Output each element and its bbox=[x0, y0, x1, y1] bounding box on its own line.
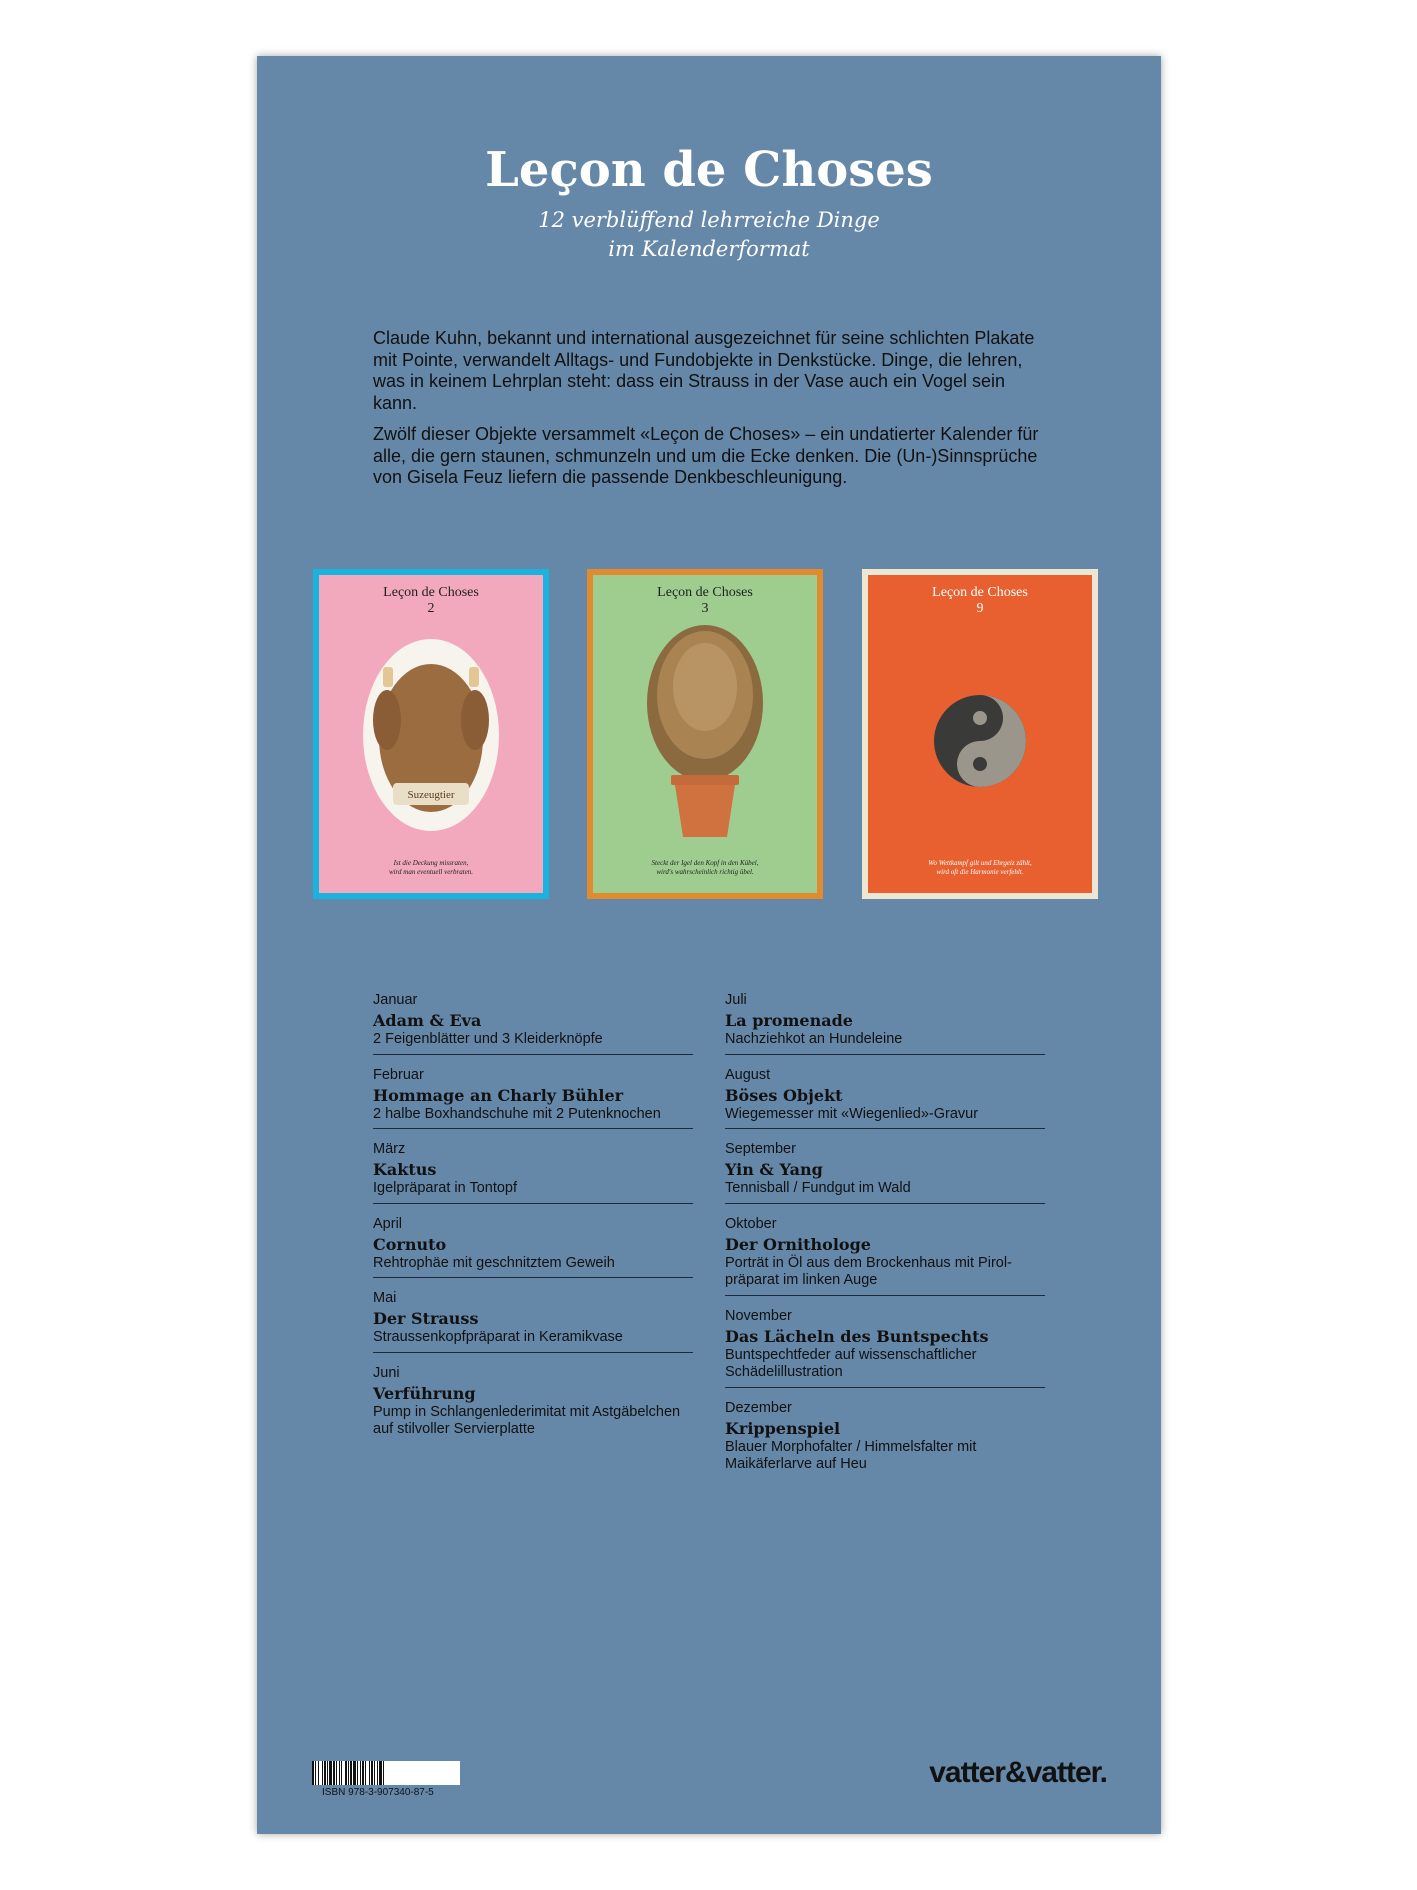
month-entry bbox=[373, 992, 693, 1055]
quote-line-2: wird man eventuell verbraten. bbox=[388, 868, 474, 876]
isbn-text: ISBN 978-3-907340-87-5 bbox=[322, 1787, 434, 1798]
intro-paragraph-2: Zwölf dieser Objekte versammelt «Leçon de Choses» – ein undatierter Kalender für alle, die gern staunen, schmunzeln und um die Ecke denken. Die (Un-)Sinnsprüche von Gisela Feuz liefern die passende Denkbeschleunigung. bbox=[373, 424, 1039, 487]
object-title: Yin & Yang bbox=[725, 1160, 823, 1179]
card-number: 3 bbox=[701, 601, 709, 616]
quote-line-2: wird's wahrscheinlich richtig übel. bbox=[656, 868, 754, 876]
roast-chicken-image bbox=[319, 575, 543, 893]
quote-line-1: Wo Wettkampf gilt und Ehrgeiz zählt, bbox=[928, 859, 1032, 867]
month-list-right bbox=[725, 992, 1045, 1491]
object-title: Hommage an Charly Bühler bbox=[373, 1085, 624, 1105]
object-description: Rehtrophäe mit geschnitztem Geweih bbox=[373, 1254, 615, 1271]
intro-text bbox=[373, 328, 1053, 499]
month-name: November bbox=[725, 1307, 792, 1324]
object-description: Nachziehkot an Hundeleine bbox=[725, 1031, 903, 1047]
card-title-text: Leçon de Choses bbox=[383, 585, 479, 600]
month-entry bbox=[725, 992, 1045, 1055]
cover-title: Leçon de Choses bbox=[485, 142, 933, 198]
object-title: Verführung bbox=[373, 1383, 476, 1403]
month-entry bbox=[373, 1290, 693, 1353]
month-name: Oktober bbox=[725, 1215, 777, 1232]
object-description: 2 halbe Boxhandschuhe mit 2 Putenknochen bbox=[373, 1105, 661, 1122]
object-title: Der Ornithologe bbox=[725, 1234, 871, 1254]
month-entry bbox=[373, 1067, 693, 1130]
month-name: April bbox=[373, 1215, 403, 1232]
card-title bbox=[593, 585, 817, 617]
month-entry bbox=[725, 1308, 1045, 1388]
object-description: 2 Feigenblätter und 3 Kleiderknöpfe bbox=[373, 1031, 603, 1047]
object-title: La promenade bbox=[725, 1011, 853, 1030]
barcode-image bbox=[312, 1761, 460, 1785]
card-quote bbox=[603, 859, 807, 877]
card-quote bbox=[329, 859, 533, 877]
card-quote bbox=[878, 859, 1082, 877]
month-name: Februar bbox=[373, 1066, 424, 1083]
month-name: März bbox=[373, 1141, 406, 1157]
object-label: Suzeugtier bbox=[407, 789, 455, 801]
cover-subtitle bbox=[257, 206, 1161, 264]
object-description: Tennisball / Fundgut im Wald bbox=[725, 1180, 911, 1196]
subtitle-line-1: 12 verblüffend lehrreiche Dinge bbox=[538, 208, 880, 232]
object-title: Krippenspiel bbox=[725, 1418, 841, 1438]
publisher-logo: vatter&vatter. bbox=[929, 1756, 1107, 1789]
month-name: August bbox=[725, 1066, 771, 1083]
object-title: Böses Objekt bbox=[725, 1085, 843, 1105]
calendar-card-3 bbox=[587, 569, 823, 899]
month-entry bbox=[725, 1067, 1045, 1130]
calendar-back-cover bbox=[257, 56, 1161, 1834]
calendar-card-9 bbox=[862, 569, 1098, 899]
card-title-text: Leçon de Choses bbox=[932, 585, 1028, 600]
object-title: Adam & Eva bbox=[373, 1011, 482, 1030]
subtitle-line-2: im Kalenderformat bbox=[608, 237, 810, 261]
object-description: Pump in Schlangenlederimitat mit Astgäbelchen auf stilvoller Servierplatte bbox=[373, 1403, 681, 1437]
quote-line-1: Ist die Deckung missraten, bbox=[393, 859, 469, 867]
month-entry bbox=[725, 1400, 1045, 1479]
object-description: Straussenkopfpräparat in Keramikvase bbox=[373, 1329, 623, 1345]
month-name: Juli bbox=[725, 992, 747, 1008]
quote-line-1: Steckt der Igel den Kopf in den Kübel, bbox=[651, 859, 759, 867]
card-number: 9 bbox=[976, 601, 984, 616]
object-title: Cornuto bbox=[373, 1234, 447, 1254]
card-number: 2 bbox=[427, 601, 435, 616]
month-name: September bbox=[725, 1141, 796, 1157]
card-title bbox=[868, 585, 1092, 617]
month-entry bbox=[725, 1141, 1045, 1204]
calendar-card-2 bbox=[313, 569, 549, 899]
object-description: Blauer Morphofalter / Himmelsfalter mit Maikäferlarve auf Heu bbox=[725, 1438, 977, 1472]
month-entry bbox=[373, 1216, 693, 1279]
month-entry bbox=[725, 1216, 1045, 1296]
month-name: Januar bbox=[373, 992, 418, 1008]
object-description: Igelpräparat in Tontopf bbox=[373, 1180, 518, 1196]
month-entry bbox=[373, 1365, 693, 1444]
month-name: Dezember bbox=[725, 1399, 792, 1416]
month-entry bbox=[373, 1141, 693, 1204]
object-title: Das Lächeln des Buntspechts bbox=[725, 1326, 989, 1346]
month-name: Mai bbox=[373, 1290, 397, 1306]
object-description: Wiegemesser mit «Wiegenlied»-Gravur bbox=[725, 1105, 979, 1122]
object-title: Kaktus bbox=[373, 1160, 437, 1179]
object-description: Buntspechtfeder auf wissenschaftlicher Schädelillustration bbox=[725, 1346, 977, 1380]
month-name: Juni bbox=[373, 1364, 400, 1381]
quote-line-2: wird oft die Harmonie verfehlt. bbox=[936, 868, 1024, 876]
object-description: Porträt in Öl aus dem Brockenhaus mit Pirol-präparat im linken Auge bbox=[725, 1254, 1012, 1288]
card-title-text: Leçon de Choses bbox=[657, 585, 753, 600]
month-list-left bbox=[373, 992, 693, 1456]
card-title bbox=[319, 585, 543, 617]
yin-yang-ball-image bbox=[868, 575, 1092, 893]
hedgehog-cactus-image bbox=[593, 575, 817, 893]
intro-paragraph-1: Claude Kuhn, bekannt und international ausgezeichnet für seine schlichten Plakate mit Pointe, verwandelt Alltags- und Fundobjekte in Denkstücke. Dinge, die lehren, was in keinem Lehrplan steht: dass ein Strauss in der Vase auch ein Vogel sein kann. bbox=[373, 328, 1035, 413]
object-title: Der Strauss bbox=[373, 1309, 479, 1328]
